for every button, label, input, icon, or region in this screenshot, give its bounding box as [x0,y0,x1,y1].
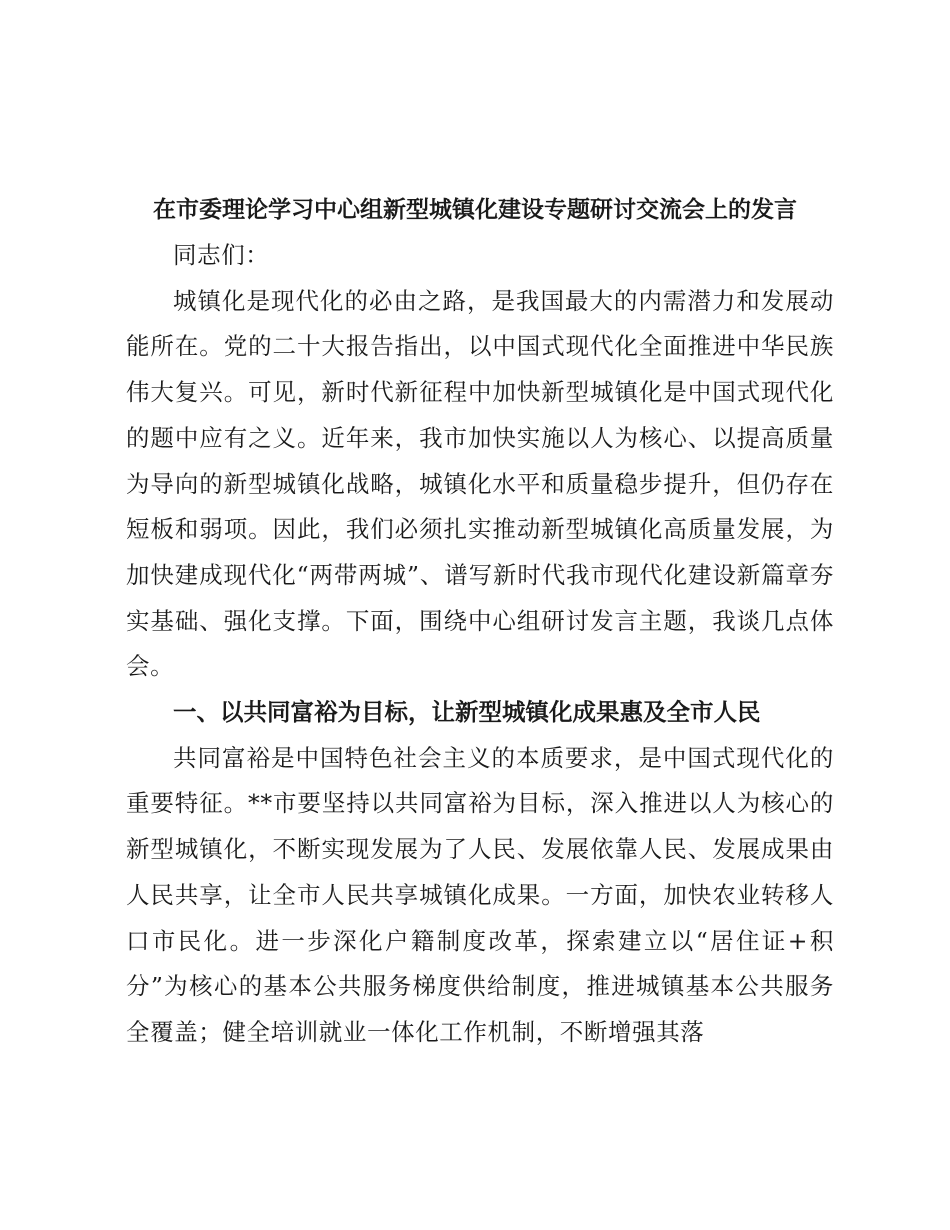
document-title: 在市委理论学习中心组新型城镇化建设专题研讨交流会上的发言 [153,196,797,223]
paragraph-2: 共同富裕是中国特色社会主义的本质要求，是中国式现代化的重要特征。**市要坚持以共同富裕为目标，深入推进以人为核心的新型城镇化，不断实现发展为了人民、发展依靠人民、发展成果由人民共享，让全市人民共享城镇化成果。一方面，加快农业转移人口市民化。进一步深化户籍制度改革，探索建立以“居住证+积分”为核心的基本公共服务梯度供给制度，推进城镇基本公共服务全覆盖；健全培训就业一体化工作机制，不断增强其落 [126,743,834,1046]
salutation: 同志们： [173,241,270,269]
section-1-heading: 一、以共同富裕为目标，让新型城镇化成果惠及全市人民 [173,698,761,727]
document-body [126,233,834,1056]
paragraph-1: 城镇化是现代化的必由之路，是我国最大的内需潜力和发展动能所在。党的二十大报告指出，以中国式现代化全面推进中华民族伟大复兴。可见，新时代新征程中加快新型城镇化是中国式现代化的题中应有之义。近年来，我市加快实施以人为核心、以提高质量为导向的新型城镇化战略，城镇化水平和质量稳步提升，但仍存在短板和弱项。因此，我们必须扎实推动新型城镇化高质量发展，为加快建成现代化“两带两城”、谱写新时代我市现代化建设新篇章夯实基础、强化支撑。下面，围绕中心组研讨发言主题，我谈几点体会。 [126,286,834,681]
